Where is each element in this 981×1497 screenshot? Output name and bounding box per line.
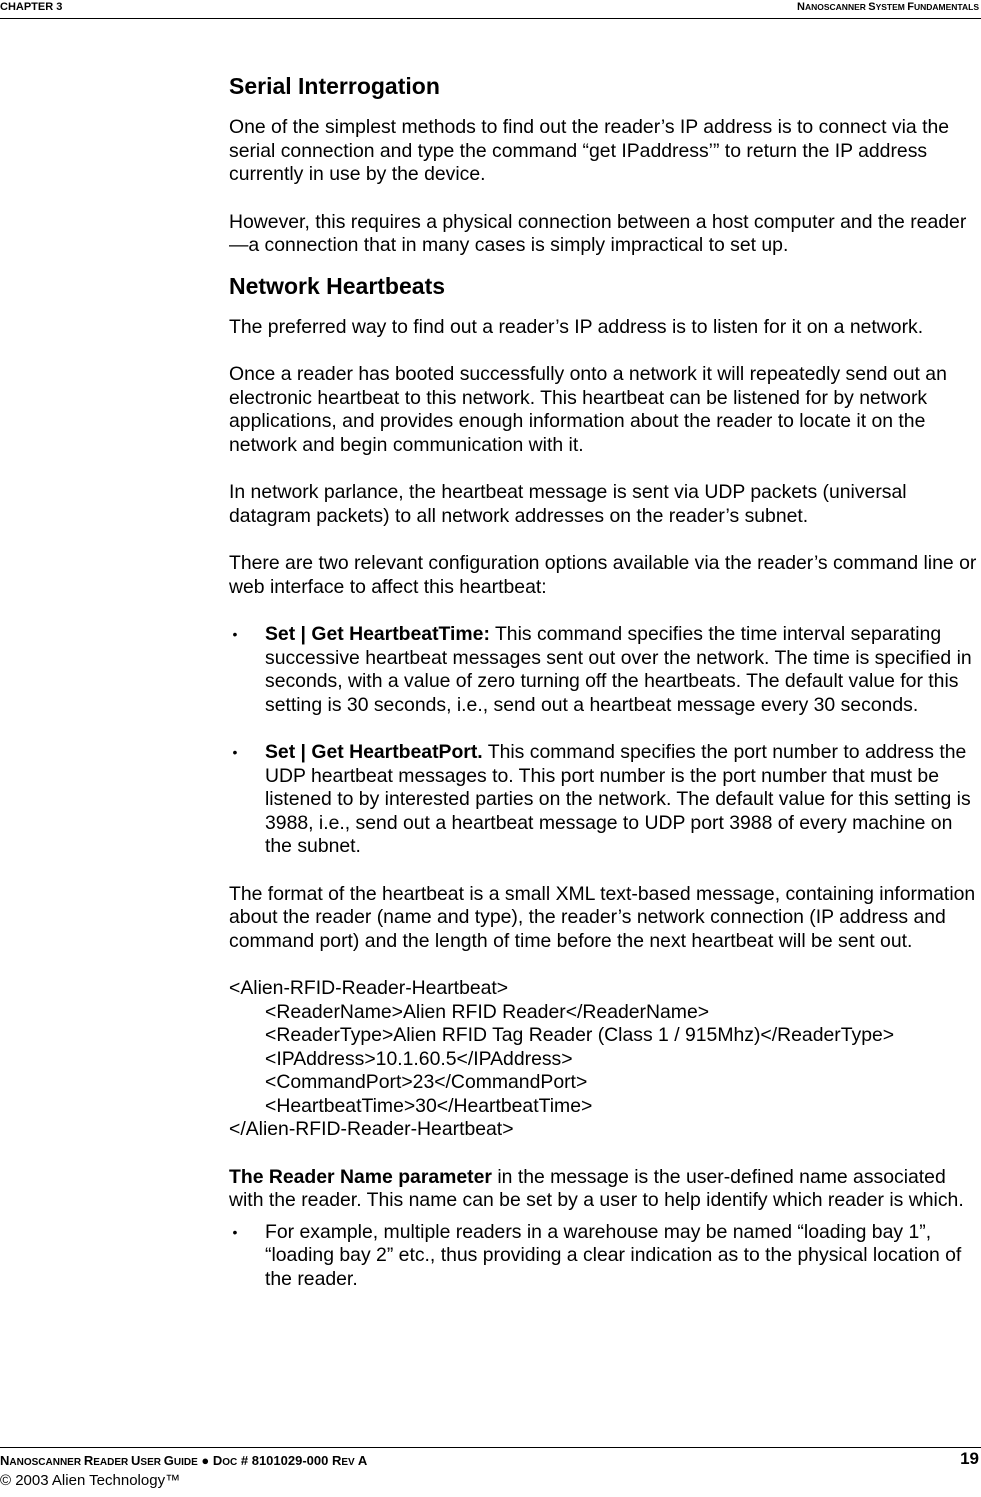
heading-network-heartbeats: Network Heartbeats <box>229 272 446 299</box>
bullet-heartbeat-time: • Set | Get HeartbeatTime: This command specifies the time interval separating successive heartbeat messages sent out over the network. The time is specified in seconds, with a value of zero turning off the heartbeats. The default value for this setting is 30 seconds, i.e., send out a heartbeat message every 30 seconds. <box>229 623 977 717</box>
heading-serial-interrogation: Serial Interrogation <box>229 73 440 99</box>
xml-line: <CommandPort>23</CommandPort> <box>265 1071 588 1093</box>
bullet-dot: • <box>232 626 238 642</box>
paragraph: The format of the heartbeat is a small XML text-based message, containing information about the reader (name and type), the reader’s network connection (IP address and command port) and the length of time before the next heartbeat will be sent out. <box>229 882 976 952</box>
command-name: Set | Get HeartbeatTime: <box>265 623 490 645</box>
xml-line: <HeartbeatTime>30</HeartbeatTime> <box>265 1094 593 1117</box>
xml-line: <ReaderName>Alien RFID Reader</ReaderName> <box>265 1000 710 1023</box>
paragraph: In network parlance, the heartbeat message is sent via UDP packets (universal datagram packets) to all network addresses on the reader’s subnet. <box>229 481 907 527</box>
paragraph: The preferred way to find out a reader’s IP address is to listen for it on a network. <box>229 315 924 338</box>
paragraph: However, this requires a physical connection between a host computer and the reader—a connection that in many cases is simply impractical to set up. <box>229 210 967 256</box>
xml-line: <IPAddress>10.1.60.5</IPAddress> <box>265 1047 573 1070</box>
xml-line: </Alien-RFID-Reader-Heartbeat> <box>229 1118 514 1140</box>
command-name: Set | Get HeartbeatPort. <box>265 741 483 763</box>
section-label: NANOSCANNER SYSTEM FUNDAMENTALS <box>797 1 979 13</box>
bullet-dot: • <box>232 744 238 760</box>
page-header <box>0 0 981 19</box>
chapter-label: CHAPTER 3 <box>0 1 63 13</box>
xml-line: <ReaderType>Alien RFID Tag Reader (Class 1 / 915Mhz)</ReaderType> <box>265 1024 895 1046</box>
bullet-example: • For example, multiple readers in a warehouse may be named “loading bay 1”, “loading bay 2” etc., thus providing a clear indication as to the physical location of the reader. <box>229 1221 977 1292</box>
paragraph: The Reader Name parameter in the message is the user-defined name associated with the reader. This name can be set by a user to help identify which reader is which. <box>229 1165 964 1211</box>
paragraph: There are two relevant configuration options available via the reader’s command line or web interface to affect this heartbeat: <box>229 552 977 598</box>
paragraph: Once a reader has booted successfully onto a network it will repeatedly send out an electronic heartbeat to this network. This heartbeat can be listened for by network applications, and provides enough information about the reader to locate it on the network and begin communication with it. <box>229 363 947 456</box>
bullet-heartbeat-port: • Set | Get HeartbeatPort. This command specifies the port number to address the UDP heartbeat messages to. This port number is the port number that must be listened to by interested parties on the network. The default value for this setting is 3988, i.e., send out a heartbeat message to UDP port 3988 of every machine on the subnet. <box>229 741 977 859</box>
footer-doc-title: NANOSCANNER READER USER GUIDE ● DOC # 8101029-000 REV A <box>0 1453 368 1468</box>
paragraph: One of the simplest methods to find out the reader’s IP address is to connect via the serial connection and type the command “get IPaddress’” to return the IP address currently in use by the device. <box>229 116 950 185</box>
copyright: © 2003 Alien Technology™ <box>0 1472 181 1489</box>
xml-example <box>229 977 977 1142</box>
footer-rule <box>0 1447 981 1448</box>
page-body <box>229 72 977 1291</box>
page-number: 19 <box>960 1449 979 1468</box>
bullet-dot: • <box>232 1223 238 1240</box>
xml-line: <Alien-RFID-Reader-Heartbeat> <box>229 977 509 999</box>
